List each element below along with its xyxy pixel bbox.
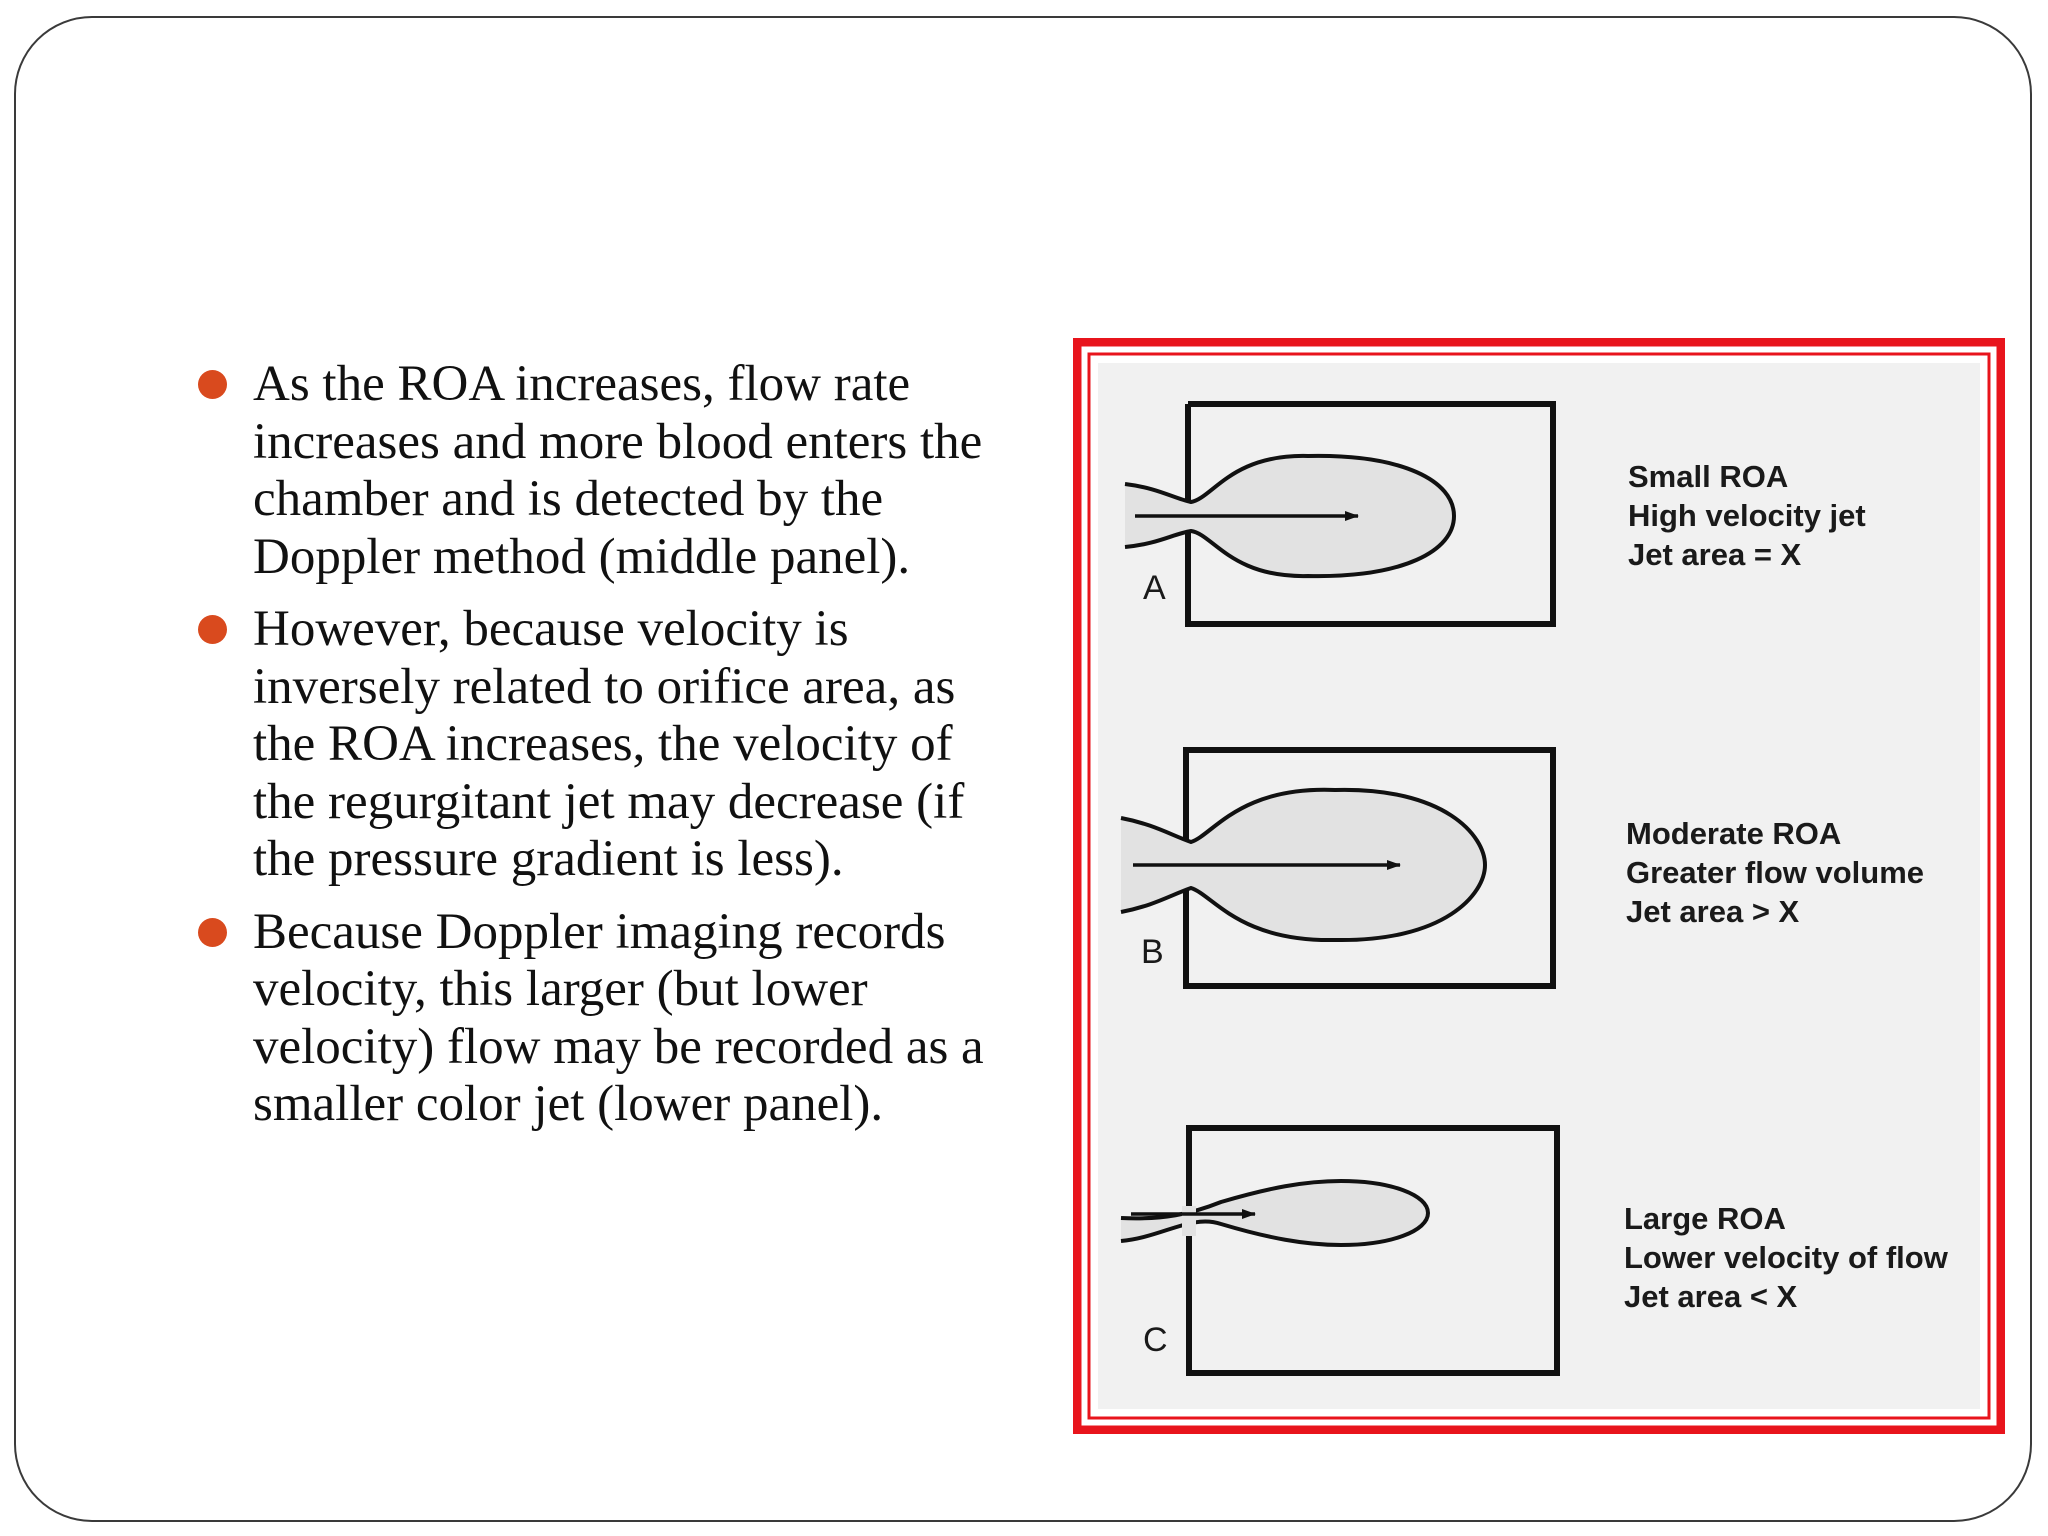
panel-a-label: A xyxy=(1143,569,1166,607)
panel-b-caption-line: Moderate ROA xyxy=(1626,816,1842,851)
roa-diagram xyxy=(1073,338,2005,1434)
bullet-text: Because Doppler imaging records velocity, this larger (but lower velocity) flow may be recorded as a smaller color jet (lower panel). xyxy=(253,903,984,1132)
panel-b-label: B xyxy=(1141,933,1164,971)
bullet-text: As the ROA increases, flow rate increases and more blood enters the chamber and is detected by the Doppler method (middle panel). xyxy=(253,356,983,585)
panel-c-orifice-opening xyxy=(1182,1206,1196,1236)
panel-c-caption-line: Lower velocity of flow xyxy=(1624,1240,1948,1275)
panel-c-caption-line: Jet area < X xyxy=(1624,1279,1798,1314)
bullet-text: However, because velocity is inversely related to orifice area, as the ROA increases, the velocity of the regurgitant jet may decrease (if the pressure gradient is less). xyxy=(253,601,965,887)
bullet-item xyxy=(190,601,1010,889)
roa-diagram-figure xyxy=(1073,338,2005,1434)
panel-a-caption-line: High velocity jet xyxy=(1628,498,1866,533)
bullet-list xyxy=(190,356,1010,1149)
bullet-dot-icon xyxy=(198,615,227,644)
panel-c-label: C xyxy=(1143,1321,1168,1359)
panel-a-caption-line: Jet area = X xyxy=(1628,537,1802,572)
bullet-item xyxy=(190,356,1010,586)
bullet-item xyxy=(190,904,1010,1134)
bullet-dot-icon xyxy=(198,918,227,947)
panel-b-caption-line: Greater flow volume xyxy=(1626,855,1925,890)
panel-a-caption-line: Small ROA xyxy=(1628,459,1789,494)
panel-b-caption-line: Jet area > X xyxy=(1626,894,1800,929)
panel-c-caption-line: Large ROA xyxy=(1624,1201,1786,1236)
bullet-dot-icon xyxy=(198,370,227,399)
